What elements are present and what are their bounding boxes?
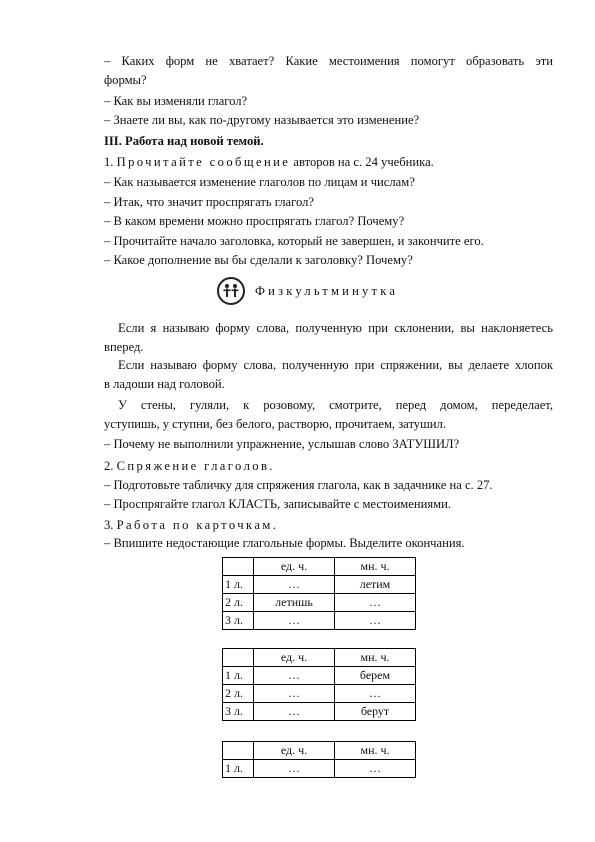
- task-spaced-text: Работа по карточкам.: [116, 518, 279, 532]
- table-cell: …: [254, 685, 335, 703]
- conjugation-table-2: [222, 648, 416, 721]
- table-row: [223, 612, 416, 630]
- table-header-cell: ед. ч.: [254, 558, 335, 576]
- question-line: – В каком времени можно проспрягать глагол? Почему?: [104, 214, 405, 228]
- question-line: – Как вы изменяли глагол?: [104, 94, 248, 108]
- question-line: – Каких форм не хватает? Какие местоимения помогут образовать эти: [104, 54, 553, 68]
- table-cell: 1 л.: [223, 760, 254, 778]
- table-header-cell: мн. ч.: [335, 649, 416, 667]
- task-3-heading: [104, 517, 553, 533]
- table-cell: …: [254, 667, 335, 685]
- table-cell: …: [335, 760, 416, 778]
- table-cell: берем: [335, 667, 416, 685]
- question-line: формы?: [104, 73, 147, 87]
- table-row: [223, 576, 416, 594]
- table-header-row: [223, 649, 416, 667]
- task-number: 2.: [104, 459, 114, 473]
- body-line: уступишь, у ступни, без белого, растворю, прочитаем, затушил.: [104, 417, 446, 431]
- task-number: 3.: [104, 518, 114, 532]
- body-line: – Почему не выполнили упражнение, услышав слово ЗАТУШИЛ?: [104, 437, 460, 451]
- question-line: – Прочитайте начало заголовка, который не завершен, и закончите его.: [104, 234, 484, 248]
- table-header-cell: ед. ч.: [254, 649, 335, 667]
- table-cell: 2 л.: [223, 685, 254, 703]
- table-header-cell: ед. ч.: [254, 742, 335, 760]
- physical-exercise-heading: [217, 276, 398, 306]
- question-line: – Какое дополнение вы бы сделали к заголовку? Почему?: [104, 253, 413, 267]
- table-row: [223, 667, 416, 685]
- table-cell: …: [335, 685, 416, 703]
- task-rest-text: авторов на с. 24 учебника.: [290, 155, 434, 169]
- task-2-line: – Проспрягайте глагол КЛАСТЬ, записывайте с местоимениями.: [104, 497, 451, 511]
- table-cell: …: [254, 612, 335, 630]
- task-spaced-text: Спряжение глаголов.: [116, 459, 275, 473]
- table-cell: [223, 649, 254, 667]
- table-cell: …: [335, 612, 416, 630]
- table-cell: …: [254, 760, 335, 778]
- table-cell: [223, 558, 254, 576]
- table-cell: …: [254, 703, 335, 721]
- task-spaced-text: Прочитайте сообщение: [116, 155, 291, 169]
- table-row: [223, 685, 416, 703]
- task-2-heading: [104, 458, 553, 474]
- table-cell: [223, 742, 254, 760]
- task-2-line: – Подготовьте табличку для спряжения глагола, как в задачнике на с. 27.: [104, 478, 493, 492]
- question-line: – Как называется изменение глаголов по лицам и числам?: [104, 175, 415, 189]
- body-line: вперед.: [104, 340, 144, 354]
- table-header-row: [223, 742, 416, 760]
- task-3-line: – Впишите недостающие глагольные формы. Выделите окончания.: [104, 536, 465, 550]
- table-cell: 3 л.: [223, 612, 254, 630]
- table-cell: 1 л.: [223, 667, 254, 685]
- section-heading: III. Работа над новой темой.: [104, 134, 264, 148]
- two-people-icon: [217, 277, 245, 305]
- table-row: [223, 760, 416, 778]
- table-cell: берут: [335, 703, 416, 721]
- table-cell: …: [335, 594, 416, 612]
- question-line: – Знаете ли вы, как по-другому называется это изменение?: [104, 113, 420, 127]
- conjugation-table-1: [222, 557, 416, 630]
- body-line: Если я называю форму слова, полученную при склонении, вы наклоняетесь: [118, 321, 553, 335]
- table-row: [223, 703, 416, 721]
- body-line: Если называю форму слова, полученную при спряжении, вы делаете хлопок: [118, 358, 553, 372]
- body-line: У стены, гуляли, к розовому, смотрите, перед домом, переделает,: [118, 398, 553, 412]
- task-1-line: [104, 154, 553, 170]
- table-cell: 2 л.: [223, 594, 254, 612]
- table-header-cell: мн. ч.: [335, 558, 416, 576]
- task-number: 1.: [104, 155, 114, 169]
- table-header-row: [223, 558, 416, 576]
- table-header-cell: мн. ч.: [335, 742, 416, 760]
- table-cell: 3 л.: [223, 703, 254, 721]
- table-cell: летим: [335, 576, 416, 594]
- table-cell: 1 л.: [223, 576, 254, 594]
- table-row: [223, 594, 416, 612]
- conjugation-table-3: [222, 741, 416, 778]
- physical-exercise-label: Физкультминутка: [255, 283, 399, 298]
- table-cell: летишь: [254, 594, 335, 612]
- question-line: – Итак, что значит проспрягать глагол?: [104, 195, 314, 209]
- body-line: в ладоши над головой.: [104, 377, 225, 391]
- table-cell: …: [254, 576, 335, 594]
